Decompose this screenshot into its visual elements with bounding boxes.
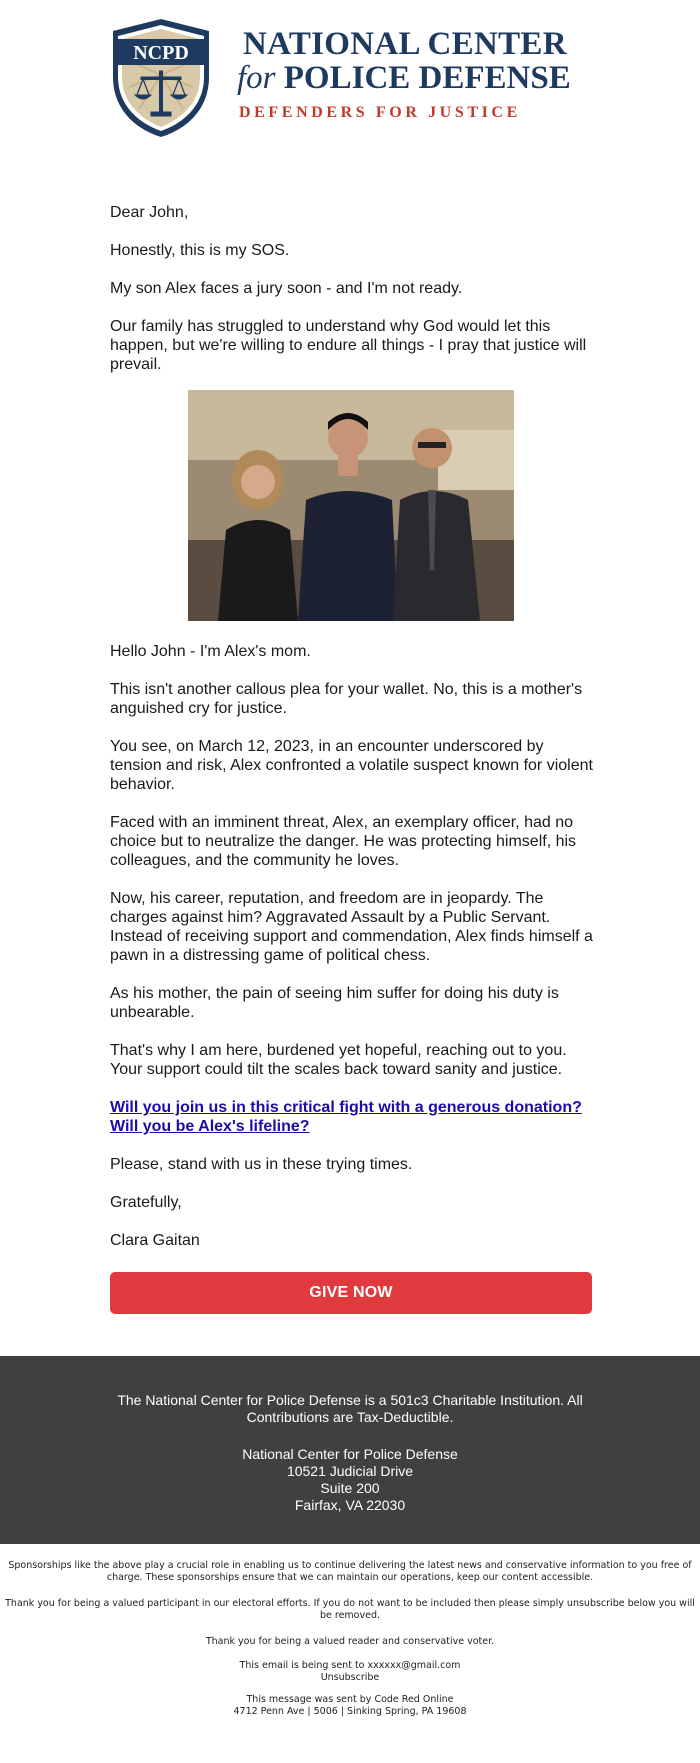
thanks-notice: Thank you for being a valued reader and conservative voter. <box>205 1636 495 1647</box>
paragraph-11: Please, stand with us in these trying times. <box>110 1156 413 1173</box>
sponsor-notice: Sponsorships like the above play a crucial role in enabling us to continue delivering the latest news and conservative information to you free of charge. These sponsorships ensure that we can maintain our operations, keep our content accessible. <box>8 1560 692 1583</box>
sent-to-notice: This email is being sent to xxxxxx@gmail.com <box>239 1660 461 1671</box>
sent-by-notice: This message was sent by Code Red Online <box>246 1694 454 1705</box>
address-suite: Suite 200 <box>320 1480 380 1496</box>
badge-text: NCPD <box>133 42 189 64</box>
email-header <box>0 0 700 150</box>
unsubscribe-link[interactable]: Unsubscribe <box>320 1672 380 1683</box>
paragraph-2: My son Alex faces a jury soon - and I'm not ready. <box>110 280 463 297</box>
org-name-for: for <box>237 60 276 96</box>
signature: Clara Gaitan <box>110 1232 200 1249</box>
paragraph-9: As his mother, the pain of seeing him suffer for doing his duty is unbearable. <box>110 985 559 1021</box>
address-city: Fairfax, VA 22030 <box>294 1497 406 1513</box>
org-name-line2 <box>237 60 700 97</box>
footer-org-info <box>0 1356 700 1544</box>
paragraph-3: Our family has struggled to understand why God would let this happen, but we're willing to endure all things - I pray that justice will prevail. <box>110 318 587 373</box>
greeting: Dear John, <box>110 204 189 221</box>
paragraph-5: This isn't another callous plea for your wallet. No, this is a mother's anguished cry for justice. <box>110 681 583 717</box>
donation-link[interactable]: Will you join us in this critical fight with a generous donation? Will you be Alex's lifeline? <box>110 1099 582 1135</box>
paragraph-1: Honestly, this is my SOS. <box>110 242 290 259</box>
paragraph-7: Faced with an imminent threat, Alex, an exemplary officer, had no choice but to neutralize the danger. He was protecting himself, his colleagues, and the community he loves. <box>110 814 577 869</box>
ncpd-badge-logo <box>109 17 213 139</box>
electoral-notice: Thank you for being a valued participant in our electoral efforts. If you do not want to be included then please simply unsubscribe below you will be removed. <box>5 1598 695 1621</box>
letter-body <box>110 203 595 1269</box>
paragraph-6: You see, on March 12, 2023, in an encounter underscored by tension and risk, Alex confronted a volatile suspect known for violent behavior. <box>110 738 593 793</box>
sender-address: 4712 Penn Ave | 5006 | Sinking Spring, PA 19608 <box>233 1706 467 1717</box>
tax-disclaimer: The National Center for Police Defense is a 501c3 Charitable Institution. All Contributions are Tax-Deductible. <box>117 1392 583 1425</box>
org-address <box>110 1446 590 1514</box>
org-name-police-defense: POLICE DEFENSE <box>283 60 571 96</box>
org-name-line1: NATIONAL CENTER <box>243 26 567 62</box>
closing: Gratefully, <box>110 1194 182 1211</box>
give-now-button[interactable]: GIVE NOW <box>110 1272 592 1314</box>
paragraph-8: Now, his career, reputation, and freedom are in jeopardy. The charges against him? Aggravated Assault by a Public Servant. Instead of receiving support and commendation, Alex finds himself a pawn in a distressing game of political chess. <box>110 890 593 964</box>
paragraph-4: Hello John - I'm Alex's mom. <box>110 643 311 660</box>
family-photo <box>188 390 514 621</box>
paragraph-10: That's why I am here, burdened yet hopeful, reaching out to you. Your support could tilt the scales back toward sanity and justice. <box>110 1042 567 1078</box>
address-name: National Center for Police Defense <box>242 1446 458 1462</box>
address-street: 10521 Judicial Drive <box>286 1463 414 1479</box>
org-tagline: DEFENDERS FOR JUSTICE <box>239 104 521 121</box>
